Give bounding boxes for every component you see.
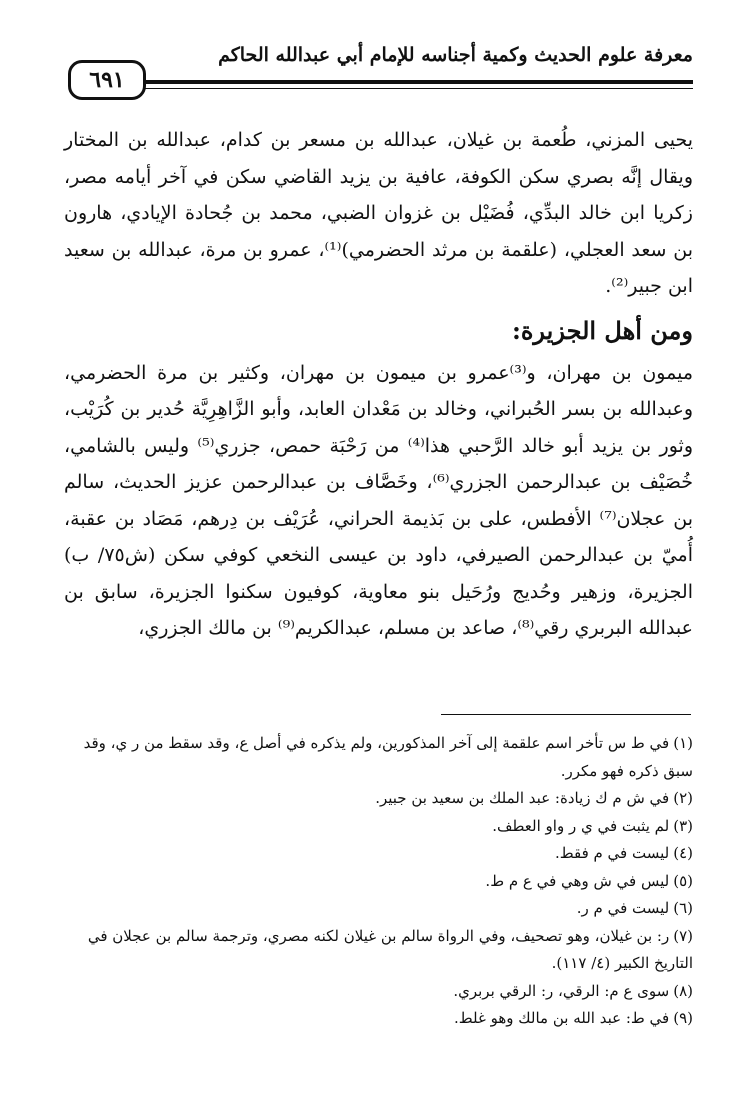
section-heading: ومن أهل الجزيرة: xyxy=(512,315,693,345)
footnote-number: (٩) xyxy=(673,1009,693,1027)
footnote-1 xyxy=(64,730,693,785)
footnote-6 xyxy=(64,895,693,923)
footnote-4 xyxy=(64,840,693,868)
footnote-number: (١) xyxy=(673,734,693,752)
main-text xyxy=(64,122,693,647)
footnote-text: في ط س تأخر اسم علقمة إلى آخر المذكورين، ولم يذكره في أصل ع، وقد سقط من ر ي، وقد سبق ذكره فهو مكرر. xyxy=(83,734,693,780)
footnote-5 xyxy=(64,868,693,896)
footnote-text: ليست في م ر. xyxy=(576,899,670,917)
footnote-number: (٢) xyxy=(673,789,693,807)
header-rule-thick xyxy=(128,80,693,84)
footnote-text: لم يثبت في ي ر واو العطف. xyxy=(492,816,670,835)
footnote-3 xyxy=(64,813,693,841)
footnote-text: في ش م ك زيادة: عبد الملك بن سعيد بن جبير. xyxy=(375,789,670,807)
footnote-text: في ط: عبد الله بن مالك وهو غلط. xyxy=(454,1009,670,1027)
footnote-number: (٤) xyxy=(673,844,693,862)
footnote-separator xyxy=(441,714,691,715)
paragraph-2: ميمون بن مهران، و⁽³⁾عمرو بن ميمون بن مهران، وكثير بن مرة الحضرمي، وعبدالله بن بسر الحُبراني، وخالد بن مَعْدان العابد، وأبو الزَّاهِرِيَّة حُدير بن كُرَيْب، وثور بن يزيد أبو خالد الرَّحبي هذا⁽⁴⁾ من رَحْبَة حمص، جزري⁽⁵⁾ وليس بالشامي، خُصَيْف بن عبدالرحمن الجزري⁽⁶⁾، وخَصَّاف بن عبدالرحمن عزيز الحديث، سالم بن عجلان⁽⁷⁾ الأفطس، على بن بَذيمة الحراني، عُرَيْف بن دِرهم، مَصَاد بن عقبة، أُميّ بن عبدالرحمن الصيرفي، داود بن عيسى النخعي كوفي سكن (ش٧٥/ ب) الجزيرة، وزهير وحُديج ورُحَيل بنو معاوية، كوفيون سكنوا الجزيرة، سابق بن عبدالله البربري رقي⁽⁸⁾، صاعد بن مسلم، عبدالكريم⁽⁹⁾ بن مالك الجزري، xyxy=(64,361,694,639)
page-header xyxy=(68,40,693,102)
footnote-8 xyxy=(64,978,693,1006)
footnote-number: (٨) xyxy=(673,981,693,1000)
footnote-number: (٦) xyxy=(673,899,693,917)
footnotes xyxy=(64,730,693,1033)
paragraph-1: يحيى المزني، طُعمة بن غيلان، عبدالله بن مسعر بن كدام، عبدالله بن المختار ويقال إنَّه بصري سكن الكوفة، عافية بن يزيد القاضي سكن في آخر أيامه مصر، زكريا ابن خالد البدِّي، فُضَيْل بن غزوان الضبي، محمد بن جُحادة الإيادي، هارون بن سعد العجلي، (علقمة بن مرثد الحضرمي)⁽¹⁾، عمرو بن مرة، عبدالله بن سعيد ابن جبير⁽²⁾. xyxy=(64,129,693,297)
footnote-7 xyxy=(64,923,693,978)
footnote-text: ليست في م فقط. xyxy=(554,844,670,862)
page-number: ٦٩١ xyxy=(68,60,146,100)
footnote-text: ر: بن غيلان، وهو تصحيف، وفي الرواة سالم بن غيلان لكنه مصري، وترجمة سالم بن عجلان في التاريخ الكبير (٤/ ١١٧). xyxy=(87,926,693,972)
footnote-number: (٥) xyxy=(673,871,693,890)
footnote-text: ليس في ش وهي في ع م ط. xyxy=(485,871,670,890)
footnote-number: (٣) xyxy=(673,816,693,835)
running-title: معرفة علوم الحديث وكمية أجناسه للإمام أبي عبدالله الحاكم xyxy=(218,44,693,66)
footnote-number: (٧) xyxy=(673,926,693,945)
footnote-text: سوى ع م: الرقي، ر: الرقي بربري. xyxy=(453,981,670,1000)
footnote-9 xyxy=(64,1005,693,1033)
header-rule-thin xyxy=(128,88,693,89)
footnote-2 xyxy=(64,785,693,813)
